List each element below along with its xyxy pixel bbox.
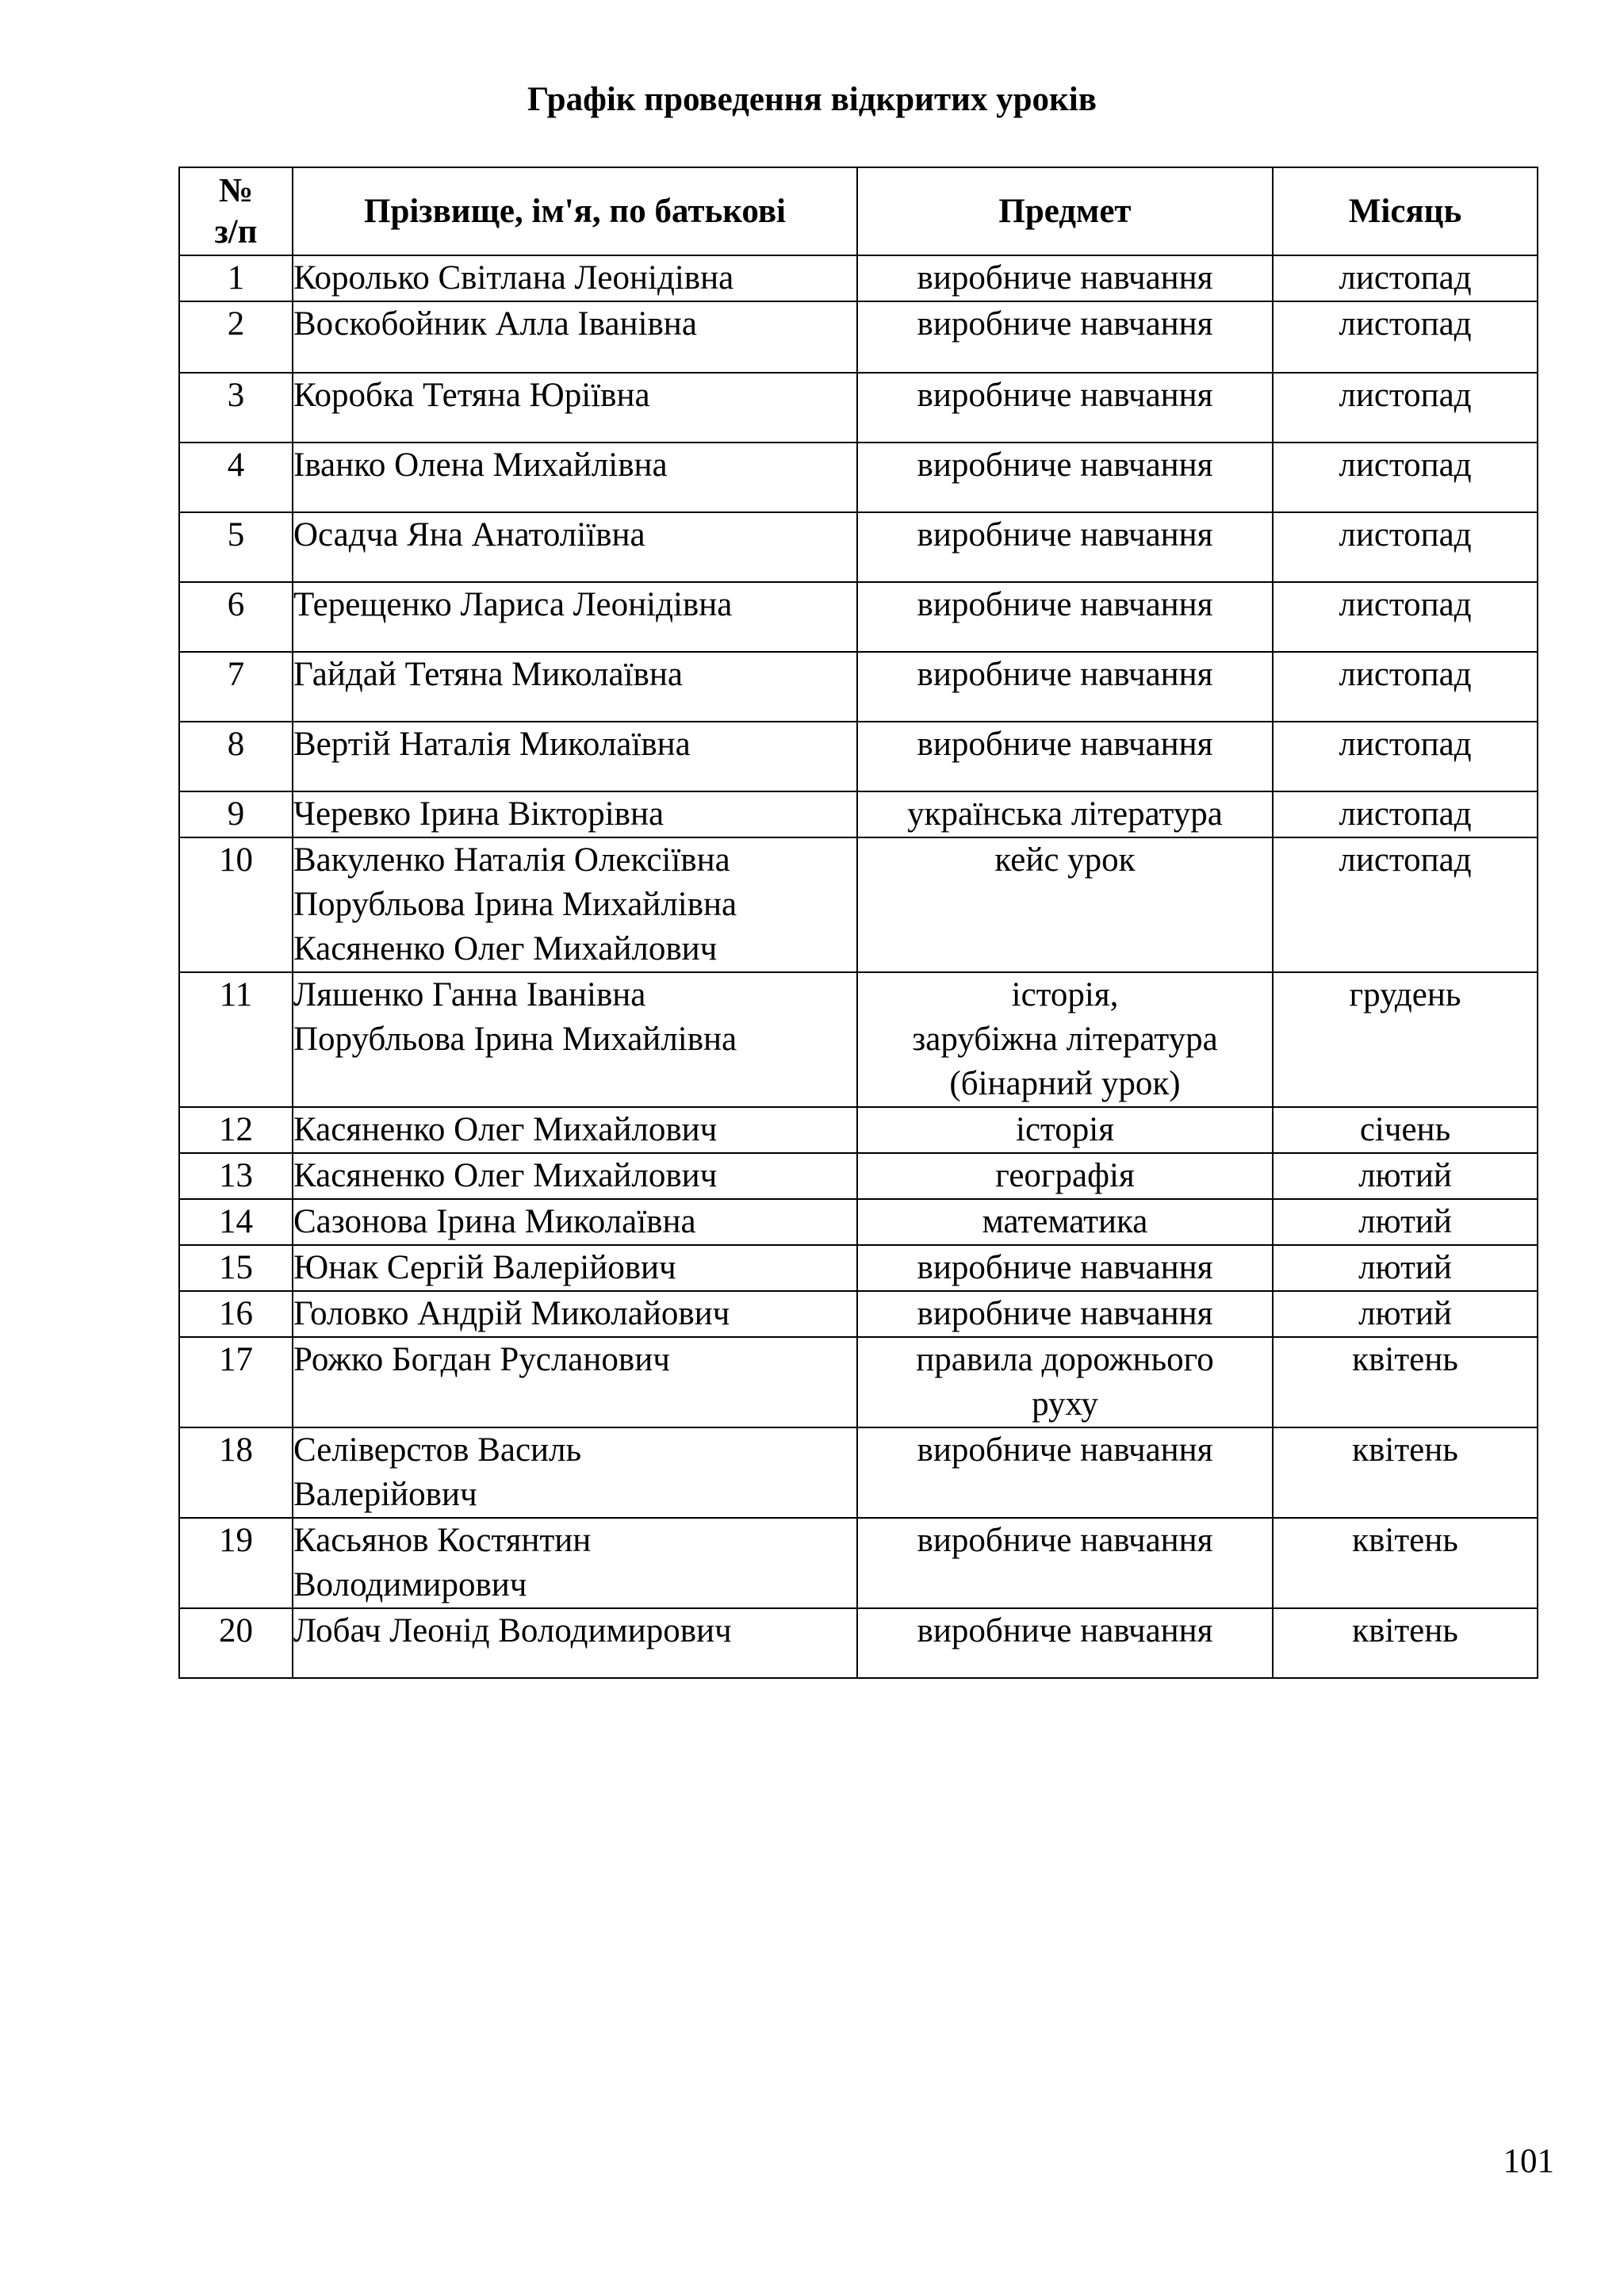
header-subject: Предмет: [857, 167, 1273, 255]
table-row: [179, 1427, 1538, 1518]
row-number: 18: [179, 1427, 293, 1518]
subject-line: виробниче навчання: [917, 259, 1213, 297]
subject-cell: [857, 301, 1273, 373]
month-cell: листопад: [1273, 512, 1538, 582]
row-number: 16: [179, 1291, 293, 1337]
month-cell: лютий: [1273, 1199, 1538, 1245]
month-cell: січень: [1273, 1107, 1538, 1153]
teacher-name: Сазонова Ірина Миколаївна: [293, 1203, 696, 1240]
month-cell: грудень: [1273, 972, 1538, 1107]
month-cell: листопад: [1273, 373, 1538, 443]
row-number: 13: [179, 1153, 293, 1199]
table-row: [179, 255, 1538, 301]
subject-cell: [857, 972, 1273, 1107]
teacher-name: Воскобойник Алла Іванівна: [293, 305, 697, 343]
subject-line: виробниче навчання: [917, 1612, 1213, 1649]
table-row: [179, 582, 1538, 652]
teacher-names: [293, 791, 857, 837]
subject-line: українська література: [907, 795, 1223, 833]
subject-line: виробниче навчання: [917, 726, 1213, 763]
subject-line: виробниче навчання: [917, 1295, 1213, 1332]
month-cell: листопад: [1273, 443, 1538, 512]
teacher-name: Володимирович: [293, 1566, 527, 1603]
month-cell: квітень: [1273, 1518, 1538, 1608]
subject-line: виробниче навчання: [917, 1522, 1213, 1559]
subject-cell: [857, 443, 1273, 512]
table-row: [179, 1518, 1538, 1608]
teacher-name: Гайдай Тетяна Миколаївна: [293, 656, 683, 693]
subject-line: руху: [1032, 1385, 1098, 1423]
month-cell: листопад: [1273, 582, 1538, 652]
teacher-names: [293, 652, 857, 722]
subject-cell: [857, 512, 1273, 582]
subject-cell: [857, 1291, 1273, 1337]
month-cell: квітень: [1273, 1608, 1538, 1678]
teacher-names: [293, 1427, 857, 1518]
row-number: 19: [179, 1518, 293, 1608]
teacher-name: Вакуленко Наталія Олексіївна: [293, 841, 730, 879]
teacher-names: [293, 1245, 857, 1291]
table-row: [179, 1245, 1538, 1291]
header-month: Місяць: [1273, 167, 1538, 255]
month-cell: листопад: [1273, 652, 1538, 722]
table-row: [179, 791, 1538, 837]
header-number: [179, 167, 293, 255]
month-cell: лютий: [1273, 1245, 1538, 1291]
subject-line: географія: [995, 1157, 1135, 1194]
row-number: 7: [179, 652, 293, 722]
teacher-name: Юнак Сергій Валерійович: [293, 1249, 676, 1286]
teacher-name: Терещенко Лариса Леонідівна: [293, 586, 733, 623]
row-number: 1: [179, 255, 293, 301]
teacher-names: [293, 443, 857, 512]
table-row: [179, 652, 1538, 722]
row-number: 5: [179, 512, 293, 582]
subject-cell: [857, 1107, 1273, 1153]
month-cell: листопад: [1273, 255, 1538, 301]
teacher-names: [293, 1608, 857, 1678]
row-number: 15: [179, 1245, 293, 1291]
teacher-name: Порубльова Ірина Михайлівна: [293, 1021, 737, 1058]
month-cell: листопад: [1273, 722, 1538, 791]
teacher-name: Вертій Наталія Миколаївна: [293, 726, 691, 763]
row-number: 6: [179, 582, 293, 652]
teacher-name: Черевко Ірина Вікторівна: [293, 795, 665, 833]
row-number: 9: [179, 791, 293, 837]
subject-line: зарубіжна література: [912, 1021, 1218, 1058]
row-number: 10: [179, 837, 293, 972]
teacher-names: [293, 1199, 857, 1245]
table-row: [179, 1199, 1538, 1245]
table-row: [179, 722, 1538, 791]
row-number: 20: [179, 1608, 293, 1678]
table-row: [179, 512, 1538, 582]
teacher-name: Ляшенко Ганна Іванівна: [293, 976, 646, 1013]
subject-cell: [857, 1337, 1273, 1427]
subject-line: історія: [1016, 1111, 1114, 1148]
teacher-names: [293, 1153, 857, 1199]
table-row: [179, 972, 1538, 1107]
teacher-names: [293, 972, 857, 1107]
row-number: 2: [179, 301, 293, 373]
header-number-abbr: з/п: [214, 213, 258, 251]
teacher-name: Коробка Тетяна Юріївна: [293, 377, 650, 414]
table-row: [179, 837, 1538, 972]
subject-cell: [857, 255, 1273, 301]
subject-line: виробниче навчання: [917, 586, 1213, 623]
subject-line: виробниче навчання: [917, 1431, 1213, 1469]
month-cell: квітень: [1273, 1427, 1538, 1518]
subject-cell: [857, 373, 1273, 443]
month-cell: листопад: [1273, 301, 1538, 373]
subject-line: виробниче навчання: [917, 656, 1213, 693]
month-cell: квітень: [1273, 1337, 1538, 1427]
teacher-name: Рожко Богдан Русланович: [293, 1341, 670, 1378]
subject-cell: [857, 652, 1273, 722]
subject-line: виробниче навчання: [917, 1249, 1213, 1286]
subject-line: математика: [982, 1203, 1148, 1240]
teacher-name: Головко Андрій Миколайович: [293, 1295, 730, 1332]
row-number: 17: [179, 1337, 293, 1427]
subject-line: виробниче навчання: [917, 516, 1213, 554]
row-number: 8: [179, 722, 293, 791]
subject-cell: [857, 1608, 1273, 1678]
subject-line: кейс урок: [994, 841, 1136, 879]
table-row: [179, 1337, 1538, 1427]
teacher-name: Касяненко Олег Михайлович: [293, 1111, 718, 1148]
teacher-names: [293, 1107, 857, 1153]
teacher-name: Осадча Яна Анатоліївна: [293, 516, 645, 554]
subject-cell: [857, 722, 1273, 791]
row-number: 12: [179, 1107, 293, 1153]
row-number: 3: [179, 373, 293, 443]
teacher-names: [293, 512, 857, 582]
page-number: 101: [1503, 2143, 1554, 2180]
table-row: [179, 301, 1538, 373]
teacher-names: [293, 255, 857, 301]
table-row: [179, 1608, 1538, 1678]
subject-cell: [857, 1153, 1273, 1199]
teacher-names: [293, 582, 857, 652]
subject-line: виробниче навчання: [917, 377, 1213, 414]
table-row: [179, 373, 1538, 443]
month-cell: листопад: [1273, 791, 1538, 837]
teacher-name: Касяненко Олег Михайлович: [293, 930, 718, 967]
subject-cell: [857, 791, 1273, 837]
teacher-name: Валерійович: [293, 1476, 477, 1513]
subject-cell: [857, 582, 1273, 652]
table-body: [179, 255, 1538, 1678]
row-number: 11: [179, 972, 293, 1107]
teacher-names: [293, 301, 857, 373]
table-row: [179, 443, 1538, 512]
table-row: [179, 1107, 1538, 1153]
month-cell: лютий: [1273, 1291, 1538, 1337]
teacher-name: Порубльова Ірина Михайлівна: [293, 886, 737, 923]
teacher-names: [293, 373, 857, 443]
subject-cell: [857, 1518, 1273, 1608]
header-name: Прізвище, ім'я, по батькові: [293, 167, 857, 255]
teacher-name: Касьянов Костянтин: [293, 1522, 592, 1559]
subject-cell: [857, 1245, 1273, 1291]
teacher-names: [293, 1518, 857, 1608]
teacher-name: Королько Світлана Леонідівна: [293, 259, 734, 297]
open-lessons-table: [178, 167, 1538, 1679]
subject-line: правила дорожнього: [916, 1341, 1214, 1378]
month-cell: листопад: [1273, 837, 1538, 972]
month-cell: лютий: [1273, 1153, 1538, 1199]
teacher-names: [293, 837, 857, 972]
table-row: [179, 1291, 1538, 1337]
teacher-names: [293, 722, 857, 791]
subject-line: виробниче навчання: [917, 446, 1213, 484]
subject-line: виробниче навчання: [917, 305, 1213, 343]
teacher-names: [293, 1291, 857, 1337]
page-title: Графік проведення відкритих уроків: [527, 81, 1097, 118]
teacher-names: [293, 1337, 857, 1427]
subject-cell: [857, 1199, 1273, 1245]
teacher-name: Іванко Олена Михайлівна: [293, 446, 668, 484]
row-number: 14: [179, 1199, 293, 1245]
subject-line: історія,: [1011, 976, 1119, 1013]
subject-line: (бінарний урок): [949, 1065, 1181, 1102]
teacher-name: Селіверстов Василь: [293, 1431, 582, 1469]
subject-cell: [857, 837, 1273, 972]
table-header-row: [179, 167, 1538, 255]
table-row: [179, 1153, 1538, 1199]
teacher-name: Лобач Леонід Володимирович: [293, 1612, 732, 1649]
subject-cell: [857, 1427, 1273, 1518]
header-number-symbol: №: [218, 171, 254, 209]
teacher-name: Касяненко Олег Михайлович: [293, 1157, 718, 1194]
row-number: 4: [179, 443, 293, 512]
